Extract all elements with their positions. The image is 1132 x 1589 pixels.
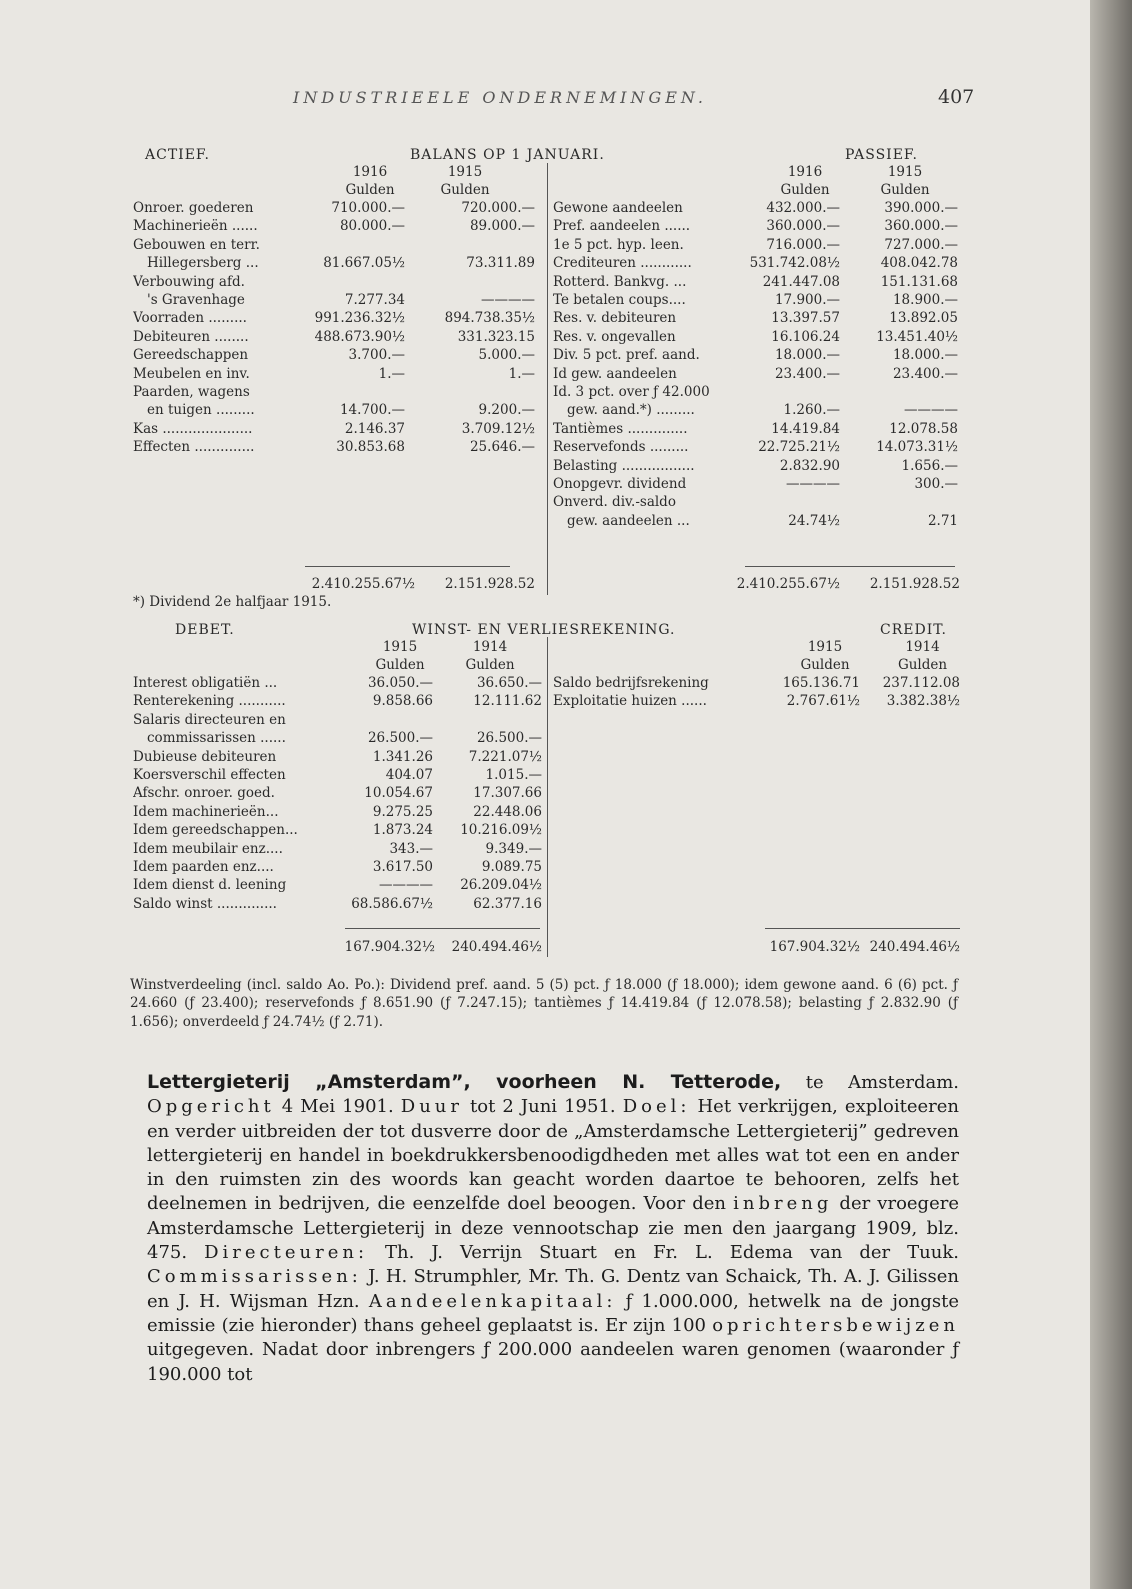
unit-header: Gulden bbox=[375, 657, 425, 673]
row-value: 23.400.— bbox=[892, 365, 958, 382]
row-value: 62.377.16 bbox=[473, 895, 542, 912]
unit-header: Gulden bbox=[897, 657, 948, 673]
row-value: 22.448.06 bbox=[473, 803, 542, 820]
running-head: INDUSTRIEELE ONDERNEMINGEN. bbox=[293, 88, 707, 107]
article-text: Het verkrijgen, exploiteeren en verder uitbreiden der tot dusverre door de „Amsterdamsche Lettergieterij” gedreven lettergieterij en handel in boekdrukkersbenoodigdheden met alles wat tot een en ander in den ruimsten zin des woords kan geacht worden daartoe te behooren, zelfs het deelnemen in bedrijven, die eenzelfde doel beoogen. Voor den bbox=[147, 1096, 959, 1215]
column-divider bbox=[547, 637, 548, 957]
row-label: Saldo bedrijfsrekening bbox=[553, 675, 709, 691]
row-label: Res. v. ongevallen bbox=[553, 328, 676, 345]
row-value: 237.112.08 bbox=[882, 675, 960, 691]
row-value: 727.000.— bbox=[884, 236, 958, 253]
row-label: Te betalen coups.... bbox=[553, 292, 686, 308]
row-value: 89.000.— bbox=[469, 218, 535, 235]
row-value: 36.050.— bbox=[367, 675, 433, 691]
row-value: 9.275.25 bbox=[372, 803, 433, 820]
row-label: Voorraden ......... bbox=[133, 310, 247, 327]
total-debet-1915: 167.904.32½ bbox=[344, 939, 435, 955]
row-label: Saldo winst .............. bbox=[133, 895, 277, 912]
row-value: 26.209.04½ bbox=[460, 877, 542, 894]
row-label: Renterekening ........... bbox=[133, 693, 286, 710]
keyword-directeuren: Directeuren: bbox=[204, 1242, 369, 1264]
row-value: 13.892.05 bbox=[889, 310, 958, 327]
row-value: ———— bbox=[786, 476, 840, 492]
row-label: Debiteuren ........ bbox=[133, 328, 249, 345]
profit-loss-title: WINST- EN VERLIESREKENING. bbox=[412, 622, 676, 638]
row-value: 18.900.— bbox=[892, 292, 958, 308]
row-value: 360.000.— bbox=[884, 218, 958, 235]
year-header: 1914 bbox=[905, 639, 940, 655]
debet-heading: DEBET. bbox=[175, 622, 235, 638]
keyword-duur: Duur bbox=[400, 1096, 463, 1118]
row-value: 30.853.68 bbox=[336, 439, 405, 456]
row-label: Verbouwing afd. bbox=[133, 273, 245, 290]
row-value: 16.106.24 bbox=[771, 328, 840, 345]
row-value: 151.131.68 bbox=[880, 273, 958, 290]
year-header: 1914 bbox=[472, 639, 508, 655]
row-value: 14.073.31½ bbox=[876, 439, 958, 456]
article-text: tot 2 Juni 1951. bbox=[463, 1096, 623, 1118]
total-actief-1916: 2.410.255.67½ bbox=[311, 576, 415, 592]
row-label: Rotterd. Bankvg. ... bbox=[553, 273, 687, 290]
row-value: 2.146.37 bbox=[344, 420, 405, 437]
balance-footnote: *) Dividend 2e halfjaar 1915. bbox=[133, 594, 332, 610]
row-value: 300.— bbox=[914, 476, 958, 492]
row-label: gew. aand.*) ......... bbox=[567, 402, 695, 419]
row-value: 68.586.67½ bbox=[351, 895, 433, 912]
row-value: 12.078.58 bbox=[889, 420, 958, 437]
row-value: 1.— bbox=[508, 365, 535, 382]
row-value: 2.767.61½ bbox=[786, 693, 860, 710]
keyword-oprichtersbewijzen: oprichtersbewijzen bbox=[712, 1314, 959, 1336]
row-label: Id gew. aandeelen bbox=[553, 365, 677, 382]
row-label: 1e 5 pct. hyp. leen. bbox=[553, 236, 684, 253]
row-value: 432.000.— bbox=[766, 200, 840, 216]
row-value: 17.307.66 bbox=[473, 785, 542, 802]
row-label: Effecten .............. bbox=[133, 439, 255, 456]
company-article bbox=[147, 1070, 959, 1387]
row-label: gew. aandeelen ... bbox=[567, 512, 690, 529]
row-value: 3.382.38½ bbox=[886, 693, 960, 710]
row-label: Div. 5 pct. pref. aand. bbox=[553, 347, 700, 364]
row-value: 1.873.24 bbox=[372, 822, 433, 839]
total-debet-1914: 240.494.46½ bbox=[451, 939, 542, 955]
total-rule bbox=[305, 566, 510, 567]
company-name: Lettergieterij „Amsterdam”, voorheen N. Tetterode, bbox=[147, 1071, 782, 1093]
article-text: uitgegeven. Nadat door inbrengers ƒ 200.000 aandeelen waren genomen (waaronder ƒ 190.000 tot bbox=[147, 1339, 959, 1385]
row-value: 991.236.32½ bbox=[314, 310, 405, 327]
row-value: 10.216.09½ bbox=[460, 822, 542, 839]
article-text: J. H. Strumphler, Mr. Th. G. Dentz van Schaick, Th. A. J. Gilissen en J. H. Wijsman Hzn. bbox=[147, 1266, 959, 1312]
article-text: 4 Mei 1901. bbox=[274, 1096, 401, 1118]
row-label: Interest obligatiën ... bbox=[133, 675, 278, 691]
keyword-commissarissen: Commissarissen: bbox=[147, 1266, 362, 1288]
row-value: 13.397.57 bbox=[771, 310, 840, 327]
row-label: Onopgevr. dividend bbox=[553, 476, 687, 492]
article-text: ƒ 1.000.000, hetwelk na de jongste emissie (zie hieronder) thans geheel geplaatst is. Er zijn 100 bbox=[147, 1290, 959, 1336]
row-label: Id. 3 pct. over ƒ 42.000 bbox=[553, 384, 710, 400]
row-value: 9.858.66 bbox=[372, 693, 433, 710]
row-value: ———— bbox=[481, 292, 535, 308]
row-label: Idem paarden enz.... bbox=[133, 859, 274, 875]
row-value: 7.221.07½ bbox=[468, 748, 542, 765]
passief-heading: PASSIEF. bbox=[845, 147, 918, 163]
row-value: ———— bbox=[379, 877, 433, 894]
unit-header: Gulden bbox=[880, 182, 930, 198]
row-value: 1.656.— bbox=[901, 457, 958, 474]
row-label: Meubelen en inv. bbox=[133, 365, 250, 382]
row-value: 2.832.90 bbox=[779, 457, 840, 474]
unit-header: Gulden bbox=[345, 182, 395, 198]
row-value: 17.900.— bbox=[774, 292, 840, 308]
year-header: 1915 bbox=[447, 164, 483, 180]
row-label: commissarissen ...... bbox=[147, 730, 286, 747]
row-label: Gewone aandeelen bbox=[553, 200, 683, 216]
row-value: 241.447.08 bbox=[762, 273, 840, 290]
total-rule bbox=[765, 928, 960, 929]
row-label: Afschr. onroer. goed. bbox=[133, 785, 275, 802]
row-value: 22.725.21½ bbox=[758, 439, 840, 456]
row-label: Pref. aandeelen ...... bbox=[553, 218, 691, 235]
year-header: 1915 bbox=[807, 639, 843, 655]
row-label: Dubieuse debiteuren bbox=[133, 748, 277, 765]
row-value: 894.738.35½ bbox=[444, 310, 535, 327]
row-value: 9.089.75 bbox=[481, 859, 542, 875]
row-value: 360.000.— bbox=[766, 218, 840, 235]
row-value: 14.419.84 bbox=[771, 420, 840, 437]
row-value: ———— bbox=[904, 402, 958, 419]
total-passief-1916: 2.410.255.67½ bbox=[736, 576, 840, 592]
row-value: 1.260.— bbox=[783, 402, 840, 419]
row-label: Hillegersberg ... bbox=[147, 255, 259, 272]
row-label: Machinerieën ...... bbox=[133, 218, 258, 235]
book-edge bbox=[1090, 0, 1132, 1589]
row-value: 343.— bbox=[389, 840, 433, 857]
keyword-aandeelenkapitaal: Aandeelenkapitaal: bbox=[368, 1290, 617, 1312]
row-value: 25.646.— bbox=[469, 439, 535, 456]
row-value: 81.667.05½ bbox=[323, 255, 405, 272]
row-label: Paarden, wagens bbox=[133, 384, 250, 400]
row-value: 720.000.— bbox=[461, 200, 535, 216]
row-label: Salaris directeuren en bbox=[133, 711, 286, 728]
row-value: 3.700.— bbox=[348, 347, 405, 364]
unit-header: Gulden bbox=[440, 182, 490, 198]
row-value: 12.111.62 bbox=[473, 693, 542, 710]
row-label: Gebouwen en terr. bbox=[133, 236, 260, 253]
row-value: 331.323.15 bbox=[457, 328, 535, 345]
row-value: 488.673.90½ bbox=[314, 328, 405, 345]
row-value: 23.400.— bbox=[774, 365, 840, 382]
row-label: Idem dienst d. leening bbox=[133, 877, 287, 894]
row-label: Gereedschappen bbox=[133, 347, 249, 364]
total-passief-1915: 2.151.928.52 bbox=[869, 576, 960, 592]
keyword-doel: Doel: bbox=[622, 1096, 691, 1118]
row-label: Idem machinerieën... bbox=[133, 803, 279, 820]
year-header: 1915 bbox=[887, 164, 923, 180]
row-label: Koersverschil effecten bbox=[133, 767, 286, 783]
row-label: Tantièmes .............. bbox=[553, 420, 688, 437]
row-value: 18.000.— bbox=[892, 347, 958, 364]
row-value: 3.617.50 bbox=[372, 859, 433, 875]
row-value: 26.500.— bbox=[367, 730, 433, 747]
row-value: 9.200.— bbox=[478, 402, 535, 419]
year-header: 1916 bbox=[787, 164, 823, 180]
balance-title: BALANS OP 1 JANUARI. bbox=[410, 147, 605, 163]
row-value: 24.74½ bbox=[788, 512, 840, 529]
row-label: Kas ..................... bbox=[133, 420, 253, 437]
article-text: der vroegere Amsterdamsche Lettergieterij in deze vennootschap zie men den jaargang 1909, blz. 475. bbox=[147, 1193, 959, 1264]
row-value: 390.000.— bbox=[884, 200, 958, 216]
row-value: 14.700.— bbox=[339, 402, 405, 419]
article-text: Th. J. Verrijn Stuart en Fr. L. Edema van der Tuuk. bbox=[368, 1242, 959, 1264]
row-label: Res. v. debiteuren bbox=[553, 310, 677, 327]
unit-header: Gulden bbox=[780, 182, 830, 198]
row-label: Onverd. div.-saldo bbox=[553, 494, 676, 511]
year-header: 1916 bbox=[352, 164, 388, 180]
actief-heading: ACTIEF. bbox=[145, 147, 210, 163]
row-value: 9.349.— bbox=[485, 840, 542, 857]
total-rule bbox=[345, 928, 540, 929]
row-value: 3.709.12½ bbox=[461, 420, 535, 437]
unit-header: Gulden bbox=[800, 657, 850, 673]
total-rule bbox=[745, 566, 955, 567]
row-value: 36.650.— bbox=[476, 675, 542, 691]
row-value: 710.000.— bbox=[331, 200, 405, 216]
row-value: 80.000.— bbox=[339, 218, 405, 235]
row-value: 408.042.78 bbox=[880, 255, 958, 272]
row-value: 531.742.08½ bbox=[749, 255, 840, 272]
total-credit-1915: 167.904.32½ bbox=[769, 939, 860, 955]
row-value: 26.500.— bbox=[476, 730, 542, 747]
total-credit-1914: 240.494.46½ bbox=[869, 939, 960, 955]
row-value: 1.015.— bbox=[485, 767, 542, 783]
row-value: 73.311.89 bbox=[466, 255, 535, 272]
year-header: 1915 bbox=[382, 639, 418, 655]
row-value: 1.— bbox=[378, 365, 405, 382]
profit-distribution-note: Winstverdeeling (incl. saldo Ao. Po.): Dividend pref. aand. 5 (5) pct. ƒ 18.000 (ƒ 18.000); idem gewone aand. 6 (6) pct. ƒ 24.660 (ƒ 23.400); reservefonds ƒ 8.651.90 (ƒ 7.247.15); tantièmes ƒ 14.419.84 (ƒ 12.078.58); belasting ƒ 2.832.90 (ƒ 1.656); onverdeeld ƒ 24.74½ (ƒ 2.71). bbox=[130, 977, 958, 1030]
column-divider bbox=[547, 163, 548, 595]
row-label: 's Gravenhage bbox=[147, 292, 245, 308]
row-label: Belasting ................. bbox=[553, 457, 695, 474]
row-label: Reservefonds ......... bbox=[553, 439, 689, 456]
row-value: 165.136.71 bbox=[782, 675, 860, 691]
keyword-opgericht: Opgericht bbox=[147, 1096, 275, 1118]
row-label: Idem gereedschappen... bbox=[133, 822, 298, 839]
row-value: 13.451.40½ bbox=[876, 328, 958, 345]
keyword-inbreng: inbreng bbox=[733, 1193, 833, 1215]
row-label: en tuigen ......... bbox=[147, 402, 255, 419]
unit-header: Gulden bbox=[465, 657, 515, 673]
row-value: 7.277.34 bbox=[344, 292, 405, 308]
row-value: 18.000.— bbox=[774, 347, 840, 364]
row-label: Idem meubilair enz.... bbox=[133, 840, 283, 857]
row-label: Exploitatie huizen ...... bbox=[553, 693, 707, 710]
credit-heading: CREDIT. bbox=[880, 622, 947, 638]
total-actief-1915: 2.151.928.52 bbox=[444, 576, 535, 592]
row-value: 5.000.— bbox=[478, 347, 535, 364]
article-text: te Amsterdam. bbox=[781, 1072, 960, 1093]
row-label: Onroer. goederen bbox=[133, 200, 254, 216]
page-number: 407 bbox=[938, 86, 975, 108]
row-value: 404.07 bbox=[385, 767, 433, 783]
row-value: 716.000.— bbox=[766, 236, 840, 253]
row-value: 1.341.26 bbox=[372, 748, 433, 765]
row-value: 2.71 bbox=[927, 512, 958, 529]
row-value: 10.054.67 bbox=[364, 785, 433, 802]
row-label: Crediteuren ............ bbox=[553, 255, 692, 272]
